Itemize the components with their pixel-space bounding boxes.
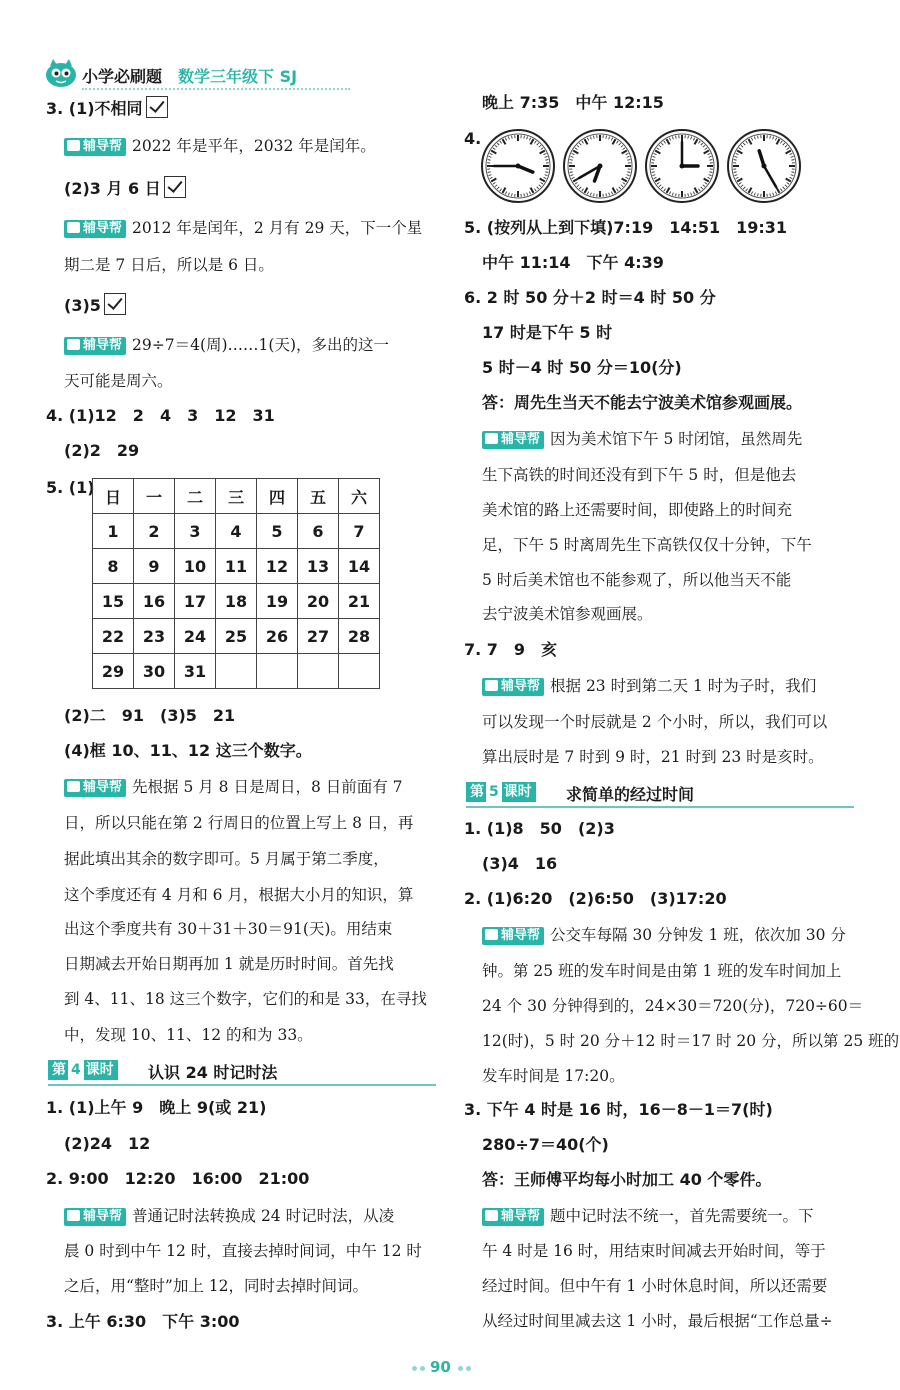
- help-note-line: 足，下午 5 时离周先生下高铁仅仅十分钟，下午: [482, 536, 812, 554]
- help-note-line: 到 4、11、18 这三个数字，它们的和是 33，在寻找: [64, 990, 427, 1008]
- answer-line: 1. (1)8 50 (2)3: [464, 819, 615, 838]
- clock-icon: [480, 128, 556, 204]
- help-note-line: 出这个季度共有 30＋31＋30＝91(天)。用结束: [64, 920, 393, 938]
- calendar-day-cell: 22: [93, 619, 134, 654]
- help-note-line: 日期减去开始日期再加 1 就是历时时间。首先找: [64, 955, 394, 973]
- calendar-day-cell: 6: [298, 514, 339, 549]
- help-tag: 辅导帮: [64, 779, 126, 797]
- helper-icon: [67, 222, 80, 233]
- header-divider: [82, 88, 350, 90]
- mascot-logo-icon: [44, 58, 78, 88]
- calendar-week-row: [93, 654, 380, 689]
- clock-icon: [726, 128, 802, 204]
- subject-title: 数学三年级下 SJ: [178, 67, 298, 86]
- help-note-line: 期二是 7 日后，所以是 6 日。: [64, 256, 274, 274]
- helper-icon: [67, 140, 80, 151]
- calendar-day-cell: 29: [93, 654, 134, 689]
- page-dot: [466, 1366, 471, 1371]
- calendar-day-cell: [298, 654, 339, 689]
- answer-line: (4)框 10、11、12 这三个数字。: [64, 741, 312, 760]
- calendar-day-cell: 18: [216, 584, 257, 619]
- help-tag: 辅导帮: [482, 678, 544, 696]
- calendar-day-cell: [216, 654, 257, 689]
- help-note-line: 午 4 时是 16 时，用结束时间减去开始时间，等于: [482, 1242, 826, 1260]
- answer-line: 17 时是下午 5 时: [482, 323, 613, 342]
- answer-line: 答：王师傅平均每小时加工 40 个零件。: [482, 1170, 772, 1189]
- helper-icon: [485, 433, 498, 444]
- help-note-line: 日，所以只能在第 2 行周日的位置上写上 8 日，再: [64, 814, 414, 832]
- calendar-day-cell: 7: [339, 514, 380, 549]
- answer-line: 5 时－4 时 50 分＝10(分): [482, 358, 682, 377]
- answer-line: (2)24 12: [64, 1134, 151, 1153]
- calendar-day-cell: 10: [175, 549, 216, 584]
- answer-line: (2)2 29: [64, 441, 140, 460]
- answer-line: 3. 上午 6:30 下午 3:00: [46, 1312, 240, 1331]
- calendar-week-row: [93, 514, 380, 549]
- calendar-week-row: [93, 549, 380, 584]
- calendar-day-cell: [257, 654, 298, 689]
- calendar-day-cell: 8: [93, 549, 134, 584]
- helper-icon: [485, 1210, 498, 1221]
- help-note-line: 天可能是周六。: [64, 372, 173, 390]
- calendar-day-cell: 1: [93, 514, 134, 549]
- lesson-badge: 第 5 课时: [466, 782, 536, 802]
- help-note-line: 经过时间。但中午有 1 小时休息时间，所以还需要: [482, 1277, 828, 1295]
- answer-line: 2. (1)6:20 (2)6:50 (3)17:20: [464, 889, 727, 908]
- checkmark-icon: [164, 176, 186, 198]
- help-note-line: 据此填出其余的数字即可。5 月属于第二季度，: [64, 850, 389, 868]
- answer-line: 4. (1)12 2 4 3 12 31: [46, 406, 275, 425]
- calendar-day-cell: 3: [175, 514, 216, 549]
- answer-line: (3)4 16: [482, 854, 558, 873]
- calendar-day-cell: [339, 654, 380, 689]
- answer-line: (2)3 月 6 日: [64, 176, 186, 200]
- help-note: 辅导帮 2022 年是平年，2032 年是闰年。: [64, 135, 376, 157]
- calendar-header-cell: 六: [339, 479, 380, 514]
- question-number: 4.: [464, 129, 482, 148]
- section-title: 求简单的经过时间: [566, 785, 695, 804]
- answer-line: 280÷7＝40(个): [482, 1135, 609, 1154]
- calendar-day-cell: 25: [216, 619, 257, 654]
- help-note-line: 5 时后美术馆也不能参观了，所以他当天不能: [482, 571, 792, 589]
- help-note-line: 之后，用“整时”加上 12，同时去掉时间词。: [64, 1277, 368, 1295]
- calendar-day-cell: 20: [298, 584, 339, 619]
- help-note: 辅导帮 因为美术馆下午 5 时闭馆，虽然周先: [482, 428, 802, 450]
- answer-line: 晚上 7:35 中午 12:15: [482, 93, 664, 112]
- clock-icon: [562, 128, 638, 204]
- help-note-line: 24 个 30 分钟得到的，24×30＝720(分)，720÷60＝: [482, 997, 864, 1015]
- brand-title: 小学必刷题: [82, 67, 163, 86]
- section-title: 认识 24 时记时法: [148, 1063, 278, 1082]
- help-note: 辅导帮 公交车每隔 30 分钟发 1 班，依次加 30 分: [482, 924, 846, 946]
- answer-line: 3. (1)不相同: [46, 96, 168, 120]
- calendar-day-cell: 12: [257, 549, 298, 584]
- help-note-line: 去宁波美术馆参观画展。: [482, 605, 653, 623]
- help-tag: 辅导帮: [482, 1208, 544, 1226]
- help-tag: 辅导帮: [482, 431, 544, 449]
- calendar-day-cell: 2: [134, 514, 175, 549]
- help-note-line: 这个季度还有 4 月和 6 月，根据大小月的知识，算: [64, 886, 414, 904]
- calendar-day-cell: 15: [93, 584, 134, 619]
- help-note: 辅导帮 题中记时法不统一，首先需要统一。下: [482, 1205, 814, 1227]
- calendar-day-cell: 13: [298, 549, 339, 584]
- answer-line: 5. (按列从上到下填)7:19 14:51 19:31: [464, 218, 788, 237]
- calendar-header-cell: 四: [257, 479, 298, 514]
- help-note: 辅导帮 2012 年是闰年，2 月有 29 天，下一个星: [64, 217, 422, 239]
- answer-line: 2. 9:00 12:20 16:00 21:00: [46, 1169, 310, 1188]
- calendar-day-cell: 11: [216, 549, 257, 584]
- help-note-line: 晨 0 时到中午 12 时，直接去掉时间词，中午 12 时: [64, 1242, 422, 1260]
- help-note-line: 算出辰时是 7 时到 9 时，21 时到 23 时是亥时。: [482, 748, 824, 766]
- calendar-day-cell: 9: [134, 549, 175, 584]
- calendar-day-cell: 17: [175, 584, 216, 619]
- calendar-day-cell: 31: [175, 654, 216, 689]
- help-note-line: 美术馆的路上还需要时间，即使路上的时间充: [482, 501, 793, 519]
- helper-icon: [485, 680, 498, 691]
- calendar-header-cell: 一: [134, 479, 175, 514]
- page-dot: [458, 1366, 463, 1371]
- answer-line: 答：周先生当天不能去宁波美术馆参观画展。: [482, 393, 803, 412]
- calendar-day-cell: 14: [339, 549, 380, 584]
- section-header-lesson-5: [466, 780, 854, 808]
- help-note-line: 中，发现 10、11、12 的和为 33。: [64, 1026, 313, 1044]
- answer-line: 中午 11:14 下午 4:39: [482, 253, 664, 272]
- answer-line: 7. 7 9 亥: [464, 640, 558, 659]
- helper-icon: [67, 339, 80, 350]
- help-note-line: 12(时)，5 时 20 分＋12 时＝17 时 20 分，所以第 25 班的: [482, 1032, 900, 1050]
- helper-icon: [67, 781, 80, 792]
- help-tag: 辅导帮: [64, 220, 126, 238]
- calendar-day-cell: 21: [339, 584, 380, 619]
- checkmark-icon: [146, 96, 168, 118]
- calendar-day-cell: 19: [257, 584, 298, 619]
- checkmark-icon: [104, 293, 126, 315]
- calendar-table: [92, 478, 380, 689]
- calendar-header-cell: 二: [175, 479, 216, 514]
- calendar-day-cell: 27: [298, 619, 339, 654]
- answer-line: 3. 下午 4 时是 16 时，16－8－1＝7(时): [464, 1100, 773, 1119]
- help-tag: 辅导帮: [64, 138, 126, 156]
- page-number: 90: [430, 1358, 451, 1376]
- answer-line: 5. (1): [46, 478, 95, 497]
- calendar-day-cell: 28: [339, 619, 380, 654]
- answer-line: (2)二 91 (3)5 21: [64, 706, 236, 725]
- calendar-header-cell: 五: [298, 479, 339, 514]
- calendar-day-cell: 5: [257, 514, 298, 549]
- help-note: 辅导帮 29÷7＝4(周)……1(天)，多出的这一: [64, 334, 389, 356]
- page-header: [44, 58, 464, 92]
- calendar-header-row: [93, 479, 380, 514]
- calendar-day-cell: 23: [134, 619, 175, 654]
- lesson-badge: 第 4 课时: [48, 1060, 118, 1080]
- calendar-day-cell: 24: [175, 619, 216, 654]
- answer-line: 6. 2 时 50 分＋2 时＝4 时 50 分: [464, 288, 716, 307]
- calendar-day-cell: 16: [134, 584, 175, 619]
- help-note-line: 从经过时间里减去这 1 小时，最后根据“工作总量÷: [482, 1312, 833, 1330]
- help-note: 辅导帮 普通记时法转换成 24 时记时法，从凌: [64, 1205, 394, 1227]
- help-tag: 辅导帮: [64, 1208, 126, 1226]
- calendar-week-row: [93, 619, 380, 654]
- calendar-day-cell: 26: [257, 619, 298, 654]
- help-tag: 辅导帮: [64, 337, 126, 355]
- page-dot: [420, 1366, 425, 1371]
- help-note: 辅导帮 根据 23 时到第二天 1 时为子时，我们: [482, 675, 816, 697]
- helper-icon: [67, 1210, 80, 1221]
- calendar-week-row: [93, 584, 380, 619]
- calendar-day-cell: 30: [134, 654, 175, 689]
- help-note-line: 钟。第 25 班的发车时间是由第 1 班的发车时间加上: [482, 962, 842, 980]
- clock-faces: [480, 128, 840, 204]
- help-note-line: 发车时间是 17:20。: [482, 1067, 625, 1085]
- help-note: 辅导帮 先根据 5 月 8 日是周日，8 日前面有 7: [64, 776, 403, 798]
- clock-icon: [644, 128, 720, 204]
- help-note-line: 可以发现一个时辰就是 2 个小时，所以，我们可以: [482, 713, 828, 731]
- calendar-day-cell: 4: [216, 514, 257, 549]
- answer-line: 1. (1)上午 9 晚上 9(或 21): [46, 1098, 267, 1117]
- helper-icon: [485, 929, 498, 940]
- calendar-header-cell: 三: [216, 479, 257, 514]
- page-dot: [412, 1366, 417, 1371]
- calendar-header-cell: 日: [93, 479, 134, 514]
- help-note-line: 生下高铁的时间还没有到下午 5 时，但是他去: [482, 466, 797, 484]
- section-header-lesson-4: [48, 1058, 436, 1086]
- answer-line: (3)5: [64, 293, 126, 317]
- help-tag: 辅导帮: [482, 927, 544, 945]
